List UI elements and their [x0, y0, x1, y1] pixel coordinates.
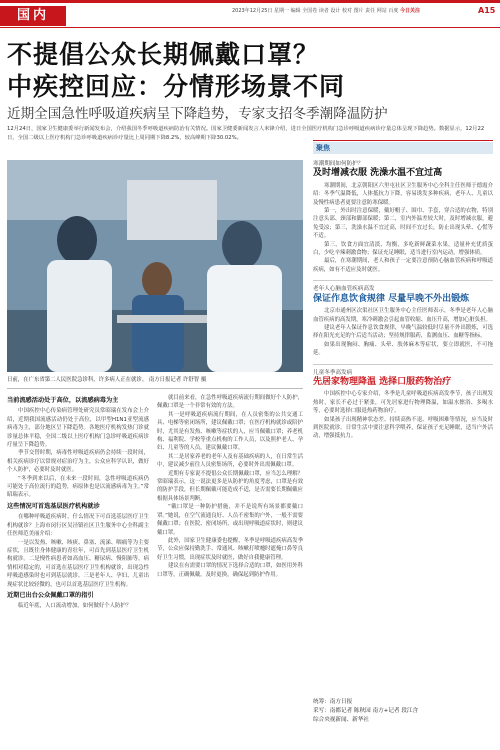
sidebar-kicker-1: 寒潮期间如何防护？: [313, 161, 364, 167]
paragraph: 季节交替时期，病毒性呼吸道疾病仍会持续一段时间，相关疾病诊疗以常规对症治疗为主，公众应科学认识，做好个人防护，必要时及时就医。: [7, 450, 149, 474]
paragraph: 中国疾控中心专家介绍，冬季是儿童呼吸道疾病高发季节，孩子出现发热时，家长不必过于紧张，可先居家进行物理降温，如温水擦浴、多喝水等，必要时选择口服退热药物治疗。: [313, 391, 493, 415]
headline-line-1: 不提倡公众长期佩戴口罩？: [7, 40, 320, 69]
lead-paragraph: 12月24日，国家卫生健康委举行新闻发布会，介绍我国冬季呼吸道疾病防治有关情况。国家卫健委新闻发言人米锋介绍，进日全国医疗机构门急诊呼吸道疾病诊疗量总体呈现下降趋势。数据显示，12月22日，全国二级以上医疗机构门急诊呼吸道疾病诊疗量比上周同期下降8.2%，较高峰期下降30.02%。: [7, 126, 485, 141]
paragraph: “戴口罩是一种防护措施，并不是说所有场景都要戴口罩。”她说，在空气流通良好、人员不密集的户外，一般不需要佩戴口罩；在医院、密闭场所，或出现呼吸道症状时，则建议戴口罩。: [157, 504, 303, 536]
credit-line-2: 采写：南都记者 陈秋园 南方+记者 段江含: [313, 708, 419, 714]
sidebar-head-1: 及时增减衣服 洗澡水温不宜过高: [313, 168, 443, 179]
credit-line-3: 综合央视新闻、新华社: [313, 717, 369, 723]
paragraph: 建议在有需要口罩的情况下选择合适的口罩，如医用外科口罩等，正确佩戴，及时更换，确保起到防护作用。: [157, 563, 303, 578]
divider: [313, 280, 493, 281]
subhead-clinic: 这些情况可首选基层医疗机构就诊: [7, 502, 100, 510]
subhead-flu: 当前流感活动处于高位，以流感病毒为主: [7, 397, 119, 404]
caption-divider: [7, 388, 303, 389]
paragraph: 北京市通州区次渠社区卫生服务中心主任医师表示，冬季是老年人心脑血管疾病的高发期，寒冷刺激会引起血管收缩、血压升高，增加心脏负担。: [313, 308, 493, 323]
headline-subtitle: 近期全国急性呼吸道疾病呈下降趋势，专家支招冬季潮降温防护: [7, 106, 388, 122]
paragraph: 中国疾控中心传染病管理处研究员常昭瑞在发布会上介绍，近期我国流感活动仍处于高位，以甲型H1N1亚型流感病毒为主，部分地区呈下降趋势。各地医疗机构发热门诊就诊量总体平稳，全国二级以上医疗机构门急诊呼吸道疾病诊疗量呈下降趋势。: [7, 408, 149, 449]
paragraph: 近期有专家说不提倡公众长期佩戴口罩，应当怎么理解？常昭瑞表示，这一说法更多是从防护的角度考虑，口罩是有效的防护手段，但长期佩戴可能造成不适，是否需要长期佩戴应根据具体场景判断。: [157, 470, 303, 502]
paragraph: 其一是呼吸道疾病流行期间，在人员密集的公共交通工具、电梯等密闭场所，建议佩戴口罩；在医疗机构就诊或陪护时，尤其是有发热、咳嗽等症状的人，应当佩戴口罩；养老机构、福利院、学校等重点机构的工作人员，以及照护老人、孕妇、儿童等的人员，建议佩戴口罩。: [157, 411, 303, 452]
header-date: 2023年12月25日 星期一: [232, 8, 290, 14]
article-column-1: [7, 394, 149, 611]
paragraph: 一是以发热、咳嗽、咳痰、鼻塞、流涕、咽痛等为主要症状，且既往身体健康的青壮年，可首先到基层医疗卫生机构就诊。二是慢性病患者如高血压、糖尿病、慢阻肺等，病情相对稳定的，可首选在基层医疗卫生机构就诊，出现急性呼吸道感染时也可到基层就诊。三是老年人、孕妇、儿童出现症状比较轻微的，也可以首选基层医疗卫生机构。: [7, 539, 149, 588]
credit-line-1: 统筹：南方日报: [313, 699, 353, 705]
article-column-2: [157, 394, 303, 579]
paragraph: 如果孩子出现精神状态差、持续高热不退、呼吸困难等情况，应当及时到医院就诊。日常生活中要注意科学喂养，保证孩子充足睡眠，适当户外活动，增强抵抗力。: [313, 416, 493, 440]
paragraph: 最后，在寒潮期间，老人和孩子一定要注意预防心脑血管疾病和呼吸道疾病，如有不适应及时就医。: [313, 258, 493, 273]
sidebar-column: [313, 158, 493, 441]
news-photo: [7, 160, 303, 372]
sidebar-top-rule: [313, 140, 493, 141]
paragraph: 其二是居家养老的老年人及有基础疾病的人，在日常生活中，建议减少前往人员密集场所，必要时外出需佩戴口罩。: [157, 453, 303, 469]
paragraph: 此外，国家卫生健康委也提醒，冬季是呼吸道疾病高发季节，公众应保持勤洗手、常通风、咳嗽打喷嚏时遮掩口鼻等良好卫生习惯，出现症状及时就医，做好自我健康管理。: [157, 537, 303, 561]
sidebar-head-2: 保证作息饮食规律 尽量早晚不外出锻炼: [313, 293, 470, 304]
subhead-mask: 近期已出台公众佩戴口罩的指引: [7, 591, 94, 599]
divider: [313, 364, 493, 365]
sidebar-head-3: 先居家物理降温 选择口服药物治疗: [313, 376, 452, 387]
paragraph: 第一，外出时注意保暖，戴好帽子、围巾、手套，穿合适的衣物，特别注意头部、颈部和脚部保暖；第二，室内外温差较大时，及时增减衣服，避免受凉；第三，洗澡水温不宜过高，时间不宜过长，防止出现头晕、心慌等不适。: [313, 208, 493, 240]
top-red-bar: [0, 0, 500, 3]
header-tag: 今日关注: [399, 8, 420, 14]
paragraph: 建议老年人保证作息饮食规律，早晚气温较低时尽量不外出锻炼，可选择在阳光充足的午后适当活动；坚持规律服药，监测血压、血糖等指标。: [313, 324, 493, 340]
sidebar-kicker-3: 儿童冬季高发病: [313, 369, 353, 376]
sidebar-tag: 聚焦: [313, 142, 493, 154]
section-label: 国内: [0, 6, 66, 26]
paragraph: 第三，饮食方面宜清淡、均衡，多吃新鲜蔬菜水果，适量补充优质蛋白，少吃辛辣刺激食物；保证充足睡眠，适当进行室内运动，增强体质。: [313, 241, 493, 257]
paragraph: 就目前来看，在急性呼吸道疾病流行期间做好个人防护，佩戴口罩是一个非常有效的方法。: [157, 395, 303, 410]
paragraph: 寒潮期间，北京朝阳区六里屯社区卫生服务中心全科主任医师于德霞介绍：冬季气温降低，人体抵抗力下降，容易诱发多种疾病，老年人、儿童以及慢性病患者更要注意防寒保暖。: [313, 182, 493, 206]
paragraph: 临近年底，人口流动增加，如何做好个人防护？: [18, 603, 132, 610]
photo-caption: 日前，在广东省第二人民医院急诊科，许多病人正在就诊。 南方日报记者 许舒智 摄: [7, 377, 207, 383]
sidebar-kicker-2: 老年人心脑血管疾病高发: [313, 286, 375, 293]
paragraph: 如果出现胸闷、胸痛、头晕、肢体麻木等症状，要立即就医，不可拖延。: [313, 341, 493, 357]
paragraph: 在哪种呼吸道疾病时，什么情况下可首选基层医疗卫生机构就诊？上海市闵行区吴泾镇社区卫生服务中心全科副主任医师范美丽介绍：: [7, 514, 149, 538]
header-divider: [0, 27, 500, 28]
page-number: A15: [478, 6, 496, 15]
header-meta: [232, 7, 420, 14]
paragraph: “冬季到来以后，在未来一段时间，急性呼吸道疾病仍可能处于高位流行的趋势，病原体也是以流感病毒为主。”常昭瑞表示。: [7, 475, 149, 499]
headline-line-2: 中疾控回应：分情形场景不同: [7, 72, 346, 101]
header-links[interactable]: 编辑 全国卷 读者 设计 校对 图片 责任 网站 百度: [290, 8, 399, 14]
credits: [313, 698, 493, 725]
